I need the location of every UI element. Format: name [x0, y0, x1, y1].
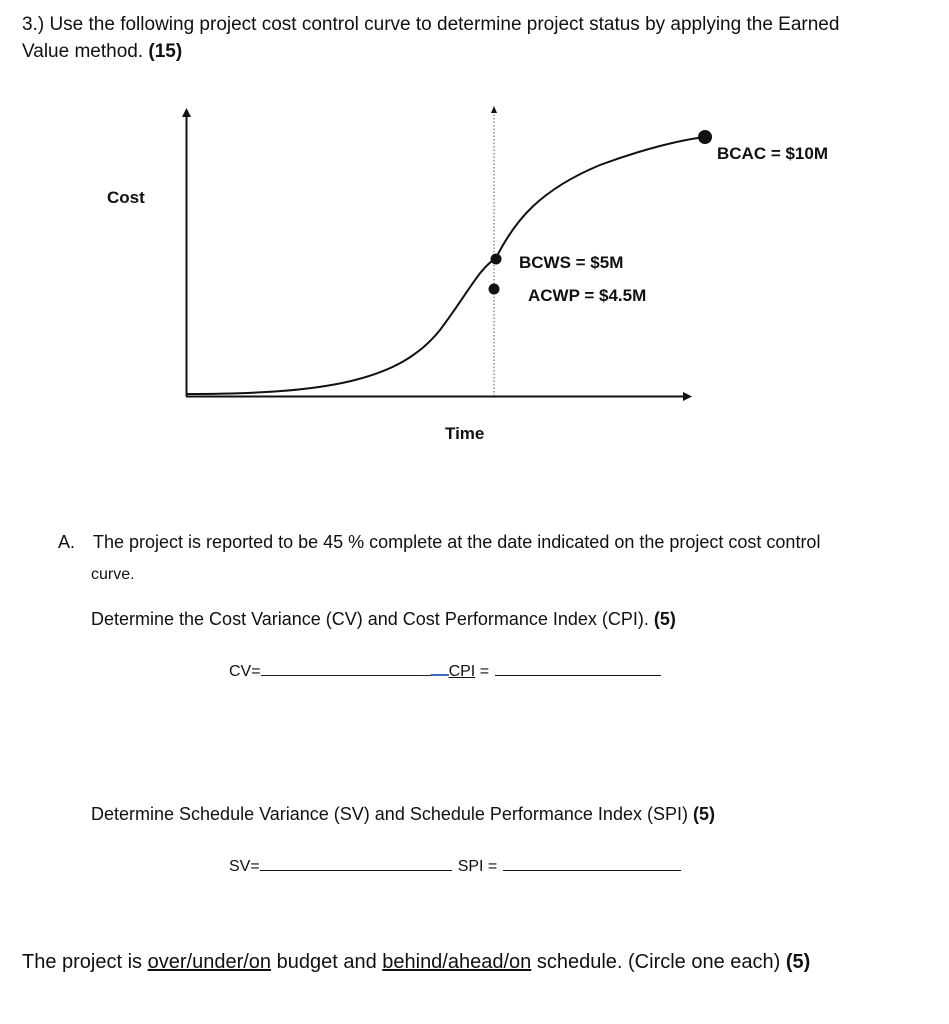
status-date-arrow	[491, 106, 497, 113]
schedule-heading-text: Determine Schedule Variance (SV) and Schedule Performance Index (SPI)	[91, 804, 693, 824]
footer-text-1: The project is	[22, 951, 148, 973]
part-a-text: The project is reported to be 45 % complete at the date indicated on the project cost control	[93, 532, 821, 552]
cost-section-heading	[91, 609, 676, 630]
question-line2-text: Value method.	[22, 41, 149, 62]
footer-text-3: schedule. (Circle one each)	[531, 951, 786, 973]
cost-heading-text: Determine the Cost Variance (CV) and Cost Performance Index (CPI).	[91, 609, 654, 629]
footer-text-2: budget and	[271, 951, 383, 973]
bcac-point	[698, 130, 712, 144]
budget-options[interactable]: over/under/on	[147, 951, 272, 973]
cv-answer-blank[interactable]	[261, 661, 431, 676]
cost-heading-points: (5)	[653, 609, 676, 629]
x-axis-arrow	[683, 392, 692, 401]
footer-points: (5)	[785, 951, 811, 973]
cpi-answer-blank[interactable]	[495, 661, 661, 676]
schedule-heading-points: (5)	[692, 804, 715, 824]
part-a-marker: A.	[58, 532, 76, 552]
question-title-line1: 3.) Use the following project cost control curve to determine project status by applying the Earned	[22, 14, 840, 35]
cpi-equals: =	[475, 663, 490, 680]
part-a-line1	[58, 532, 820, 553]
question-points: (15)	[148, 41, 183, 62]
part-a-line2: curve.	[91, 566, 135, 583]
sv-label: SV=	[229, 858, 260, 875]
bcws-point	[491, 254, 502, 265]
cpi-label: CPI	[448, 663, 476, 680]
acwp-label: ACWP = $4.5M	[528, 286, 647, 305]
bcws-s-curve	[187, 137, 705, 394]
spi-answer-blank[interactable]	[503, 856, 681, 871]
acwp-point	[489, 284, 500, 295]
bcws-label: BCWS = $5M	[519, 253, 624, 272]
schedule-options[interactable]: behind/ahead/on	[382, 951, 532, 973]
y-axis-label: Cost	[107, 188, 145, 207]
sv-answer-row	[229, 856, 681, 876]
y-axis-arrow	[182, 108, 191, 117]
schedule-section-heading	[91, 804, 715, 825]
sv-answer-blank[interactable]	[260, 856, 452, 871]
status-statement	[22, 951, 810, 974]
cv-label: CV=	[229, 663, 261, 680]
x-axis-label: Time	[445, 424, 485, 443]
bcac-label: BCAC = $10M	[717, 144, 829, 163]
spi-label: SPI =	[457, 858, 498, 875]
cv-answer-row	[229, 660, 661, 681]
cv-blank-accent	[431, 660, 449, 676]
